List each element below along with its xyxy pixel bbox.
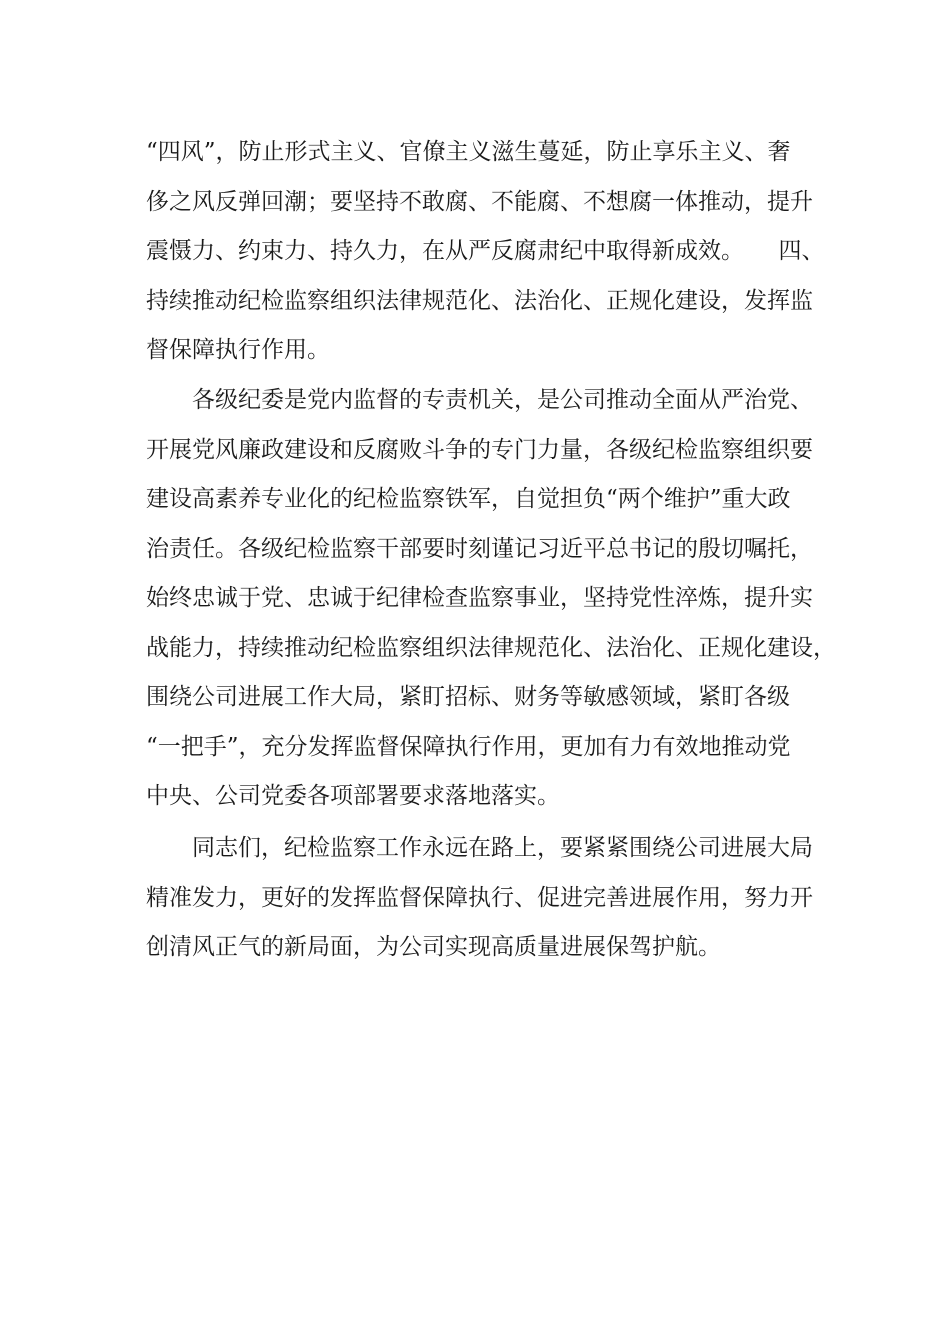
- text-line: 同志们，纪检监察工作永远在路上，要紧紧围绕公司进展大局: [192, 835, 813, 861]
- text-line: 督保障执行作用。: [146, 337, 330, 363]
- text-line: 建设高素养专业化的纪检监察铁军，自觉担负“两个维护”重大政: [146, 486, 791, 512]
- text-line: 各级纪委是党内监督的专责机关，是公司推动全面从严治党、: [192, 387, 813, 413]
- text-line: 侈之风反弹回潮；要坚持不敢腐、不能腐、不想腐一体推动，提升: [146, 188, 813, 215]
- text-line: “一把手”，充分发挥监督保障执行作用，更加有力有效地推动党: [146, 733, 791, 760]
- text-line: 持续推动纪检监察组织法律规范化、法治化、正规化建设，发挥监: [146, 287, 813, 314]
- paragraph-block-1: [146, 128, 836, 376]
- paragraph-block-3: [146, 824, 836, 973]
- paragraph-block-2: [146, 376, 836, 822]
- text-line: 开展党风廉政建设和反腐败斗争的专门力量，各级纪检监察组织要: [146, 436, 813, 463]
- text-line: 精准发力，更好的发挥监督保障执行、促进完善进展作用，努力开: [146, 884, 813, 911]
- text-line: 围绕公司进展工作大局，紧盯招标、财务等敏感领域，紧盯各级: [146, 684, 790, 710]
- text-line: 治责任。各级纪检监察干部要时刻谨记习近平总书记的殷切嘱托，: [146, 535, 813, 562]
- text-line: 始终忠诚于党、忠诚于纪律检查监察事业，坚持党性淬炼，提升实: [146, 585, 813, 611]
- text-line: 战能力，持续推动纪检监察组织法律规范化、法治化、正规化建设，: [146, 634, 836, 661]
- text-line: “四风”，防止形式主义、官僚主义滋生蔓延，防止享乐主义、奢: [146, 139, 791, 165]
- text-line: 创清风正气的新局面，为公司实现高质量进展保驾护航。: [146, 934, 721, 960]
- text-line: 震慑力、约束力、持久力，在从严反腐肃纪中取得新成效。 四、: [146, 238, 825, 264]
- text-line: 中央、公司党委各项部署要求落地落实。: [146, 783, 560, 809]
